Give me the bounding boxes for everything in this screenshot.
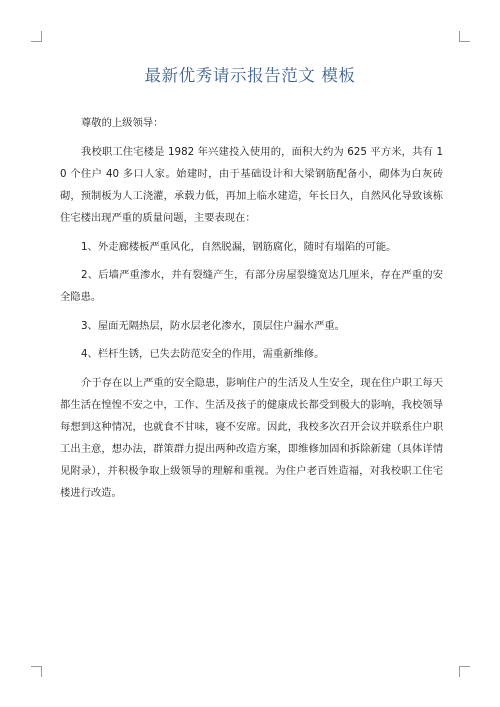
paragraph-item-3: 3、屋面无隔热层，防水层老化渗水，顶层住户漏水严重。 xyxy=(81,319,345,332)
crop-mark-top-right xyxy=(459,31,470,42)
crop-mark-top-left xyxy=(31,31,42,42)
paragraph-item-2: 2、后墙严重渗水，并有裂缝产生，有部分房屋裂缝宽达几厘米，存在严重的安全隐患。 xyxy=(60,269,443,303)
crop-mark-bottom-right xyxy=(459,666,470,677)
paragraph-item-4: 4、栏杆生锈，已失去防范安全的作用，需重新维修。 xyxy=(81,348,325,360)
paragraph-item-1: 1、外走廊楼板严重风化，自然脱漏，钢筋腐化，随时有塌陷的可能。 xyxy=(81,240,397,253)
paragraph-conclusion: 介于存在以上严重的安全隐患，影响住户的生活及人生安全，现在住户职工每天都生活在惶惶不安之中，工作、生活及孩子的健康成长都受到极大的影响，我校领导每想到这种情况，也就食不甘味，寝不安席。因此，我校多次召开会议并联系住户职工出主意，想办法，群策群力提出两种改造方案，即维修加固和拆除新建（具体详情见附录），并积极争取上级领导的理解和重视。为住户老百姓造福，对我校职工住宅楼进行改造。 xyxy=(60,376,443,499)
document-title: 最新优秀请示报告范文 模板 xyxy=(144,66,356,85)
salutation: 尊敬的上级领导： xyxy=(81,117,164,129)
paragraph-intro: 我校职工住宅楼是 1982 年兴建投入使用的，面积大约为 625 平方米，共有 10 个住户 40 多口人家。始建时，由于基础设计和大梁钢筋配备小，砌体为白灰砖砌，预制板为人工浇灌，承载力低，再加上临水建造，年长日久，自然风化导致该栋住宅楼出现严重的质量问题，主要表现在： xyxy=(60,146,443,224)
document-body xyxy=(60,112,443,510)
crop-mark-bottom-left xyxy=(31,666,42,677)
